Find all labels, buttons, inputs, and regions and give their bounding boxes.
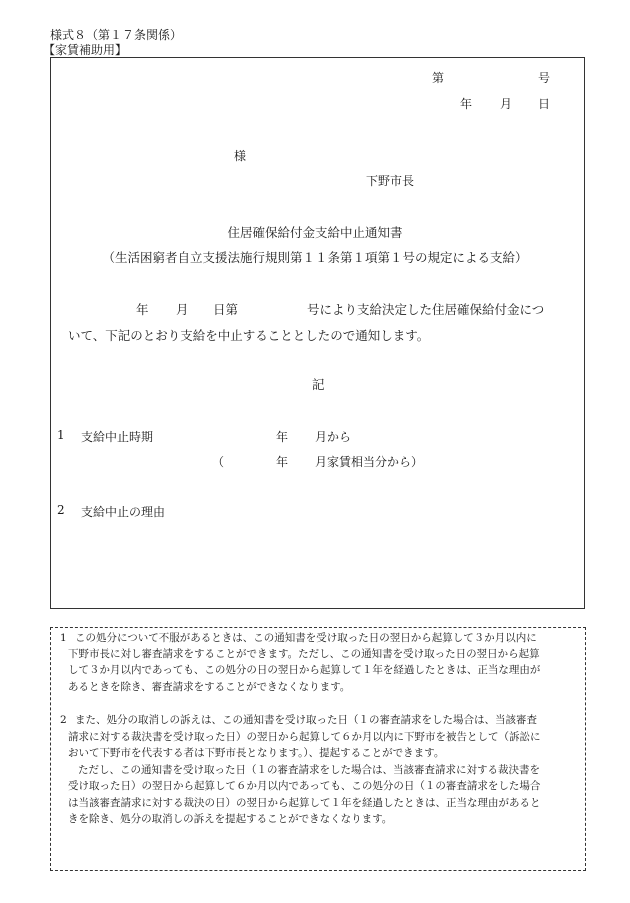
- issuer-name: 下野市長: [366, 174, 415, 188]
- body-line1-rest: 号により支給決定した住居確保給付金につ: [307, 302, 545, 317]
- note2-number: 2: [60, 714, 67, 726]
- form-category: 【家賃補助用】: [43, 43, 128, 57]
- date-day: 日: [538, 97, 551, 111]
- item1-label: 支給中止時期: [81, 430, 154, 444]
- item1-month-from: 月から: [315, 430, 352, 444]
- item1-year: 年: [276, 430, 289, 444]
- date-year: 年: [460, 97, 473, 111]
- note2-line: ただし、この通知書を受け取った日（１の審査請求をした場合は、当該審査請求に対する裁決書を: [78, 764, 540, 776]
- item1-paren-rest: 月家賃相当分から）: [315, 455, 424, 469]
- note2-line: きを除き、処分の取消しの訴えを提起することができなくなります。: [68, 813, 393, 825]
- item1-number: 1: [57, 428, 65, 442]
- item2-number: 2: [57, 503, 65, 517]
- date-month: 月: [500, 97, 513, 111]
- note2-line: おいて下野市を代表する者は下野市長となります。）、提起することができます。: [68, 747, 445, 759]
- doc-number-prefix: 第: [432, 71, 445, 85]
- note2-line: 受け取った日）の翌日から起算して６か月以内であっても、この処分の日（１の審査請求をした場合: [68, 780, 541, 792]
- note2-line: 請求に対する裁決書を受け取った日）の翌日から起算して６か月以内に下野市を被告として（訴訟に: [68, 731, 541, 743]
- note2-line: また、処分の取消しの訴えは、この通知書を受け取った日（１の審査請求をした場合は、当該審査: [75, 714, 537, 726]
- body-day-no: 日第: [213, 302, 239, 317]
- item1-paren-year: 年: [276, 455, 289, 469]
- note1-number: 1: [60, 632, 67, 644]
- note1-line: この処分について不服があるときは、この通知書を受け取った日の翌日から起算して３か月以内に: [75, 632, 537, 644]
- document-title: 住居確保給付金支給中止通知書: [227, 225, 403, 240]
- ki-heading: 記: [312, 377, 325, 392]
- note1-line: 下野市長に対し審査請求をすることができます。ただし、この通知書を受け取った日の翌日から起算: [68, 648, 540, 660]
- item2-label: 支給中止の理由: [81, 505, 166, 519]
- document-subtitle: （生活困窮者自立支援法施行規則第１１条第１項第１号の規定による支給）: [102, 250, 528, 265]
- body-year: 年: [136, 302, 149, 317]
- body-month: 月: [176, 302, 189, 317]
- item1-paren-open: （: [212, 455, 225, 469]
- recipient-suffix: 様: [234, 149, 247, 163]
- body-line2: いて、下記のとおり支給を中止することとしたので通知します。: [68, 328, 430, 343]
- note2-line: は当該審査請求に対する裁決の日）の翌日から起算して１年を経過したときは、正当な理由があると: [68, 797, 541, 809]
- form-number: 様式８（第１７条関係）: [50, 28, 183, 42]
- doc-number-suffix: 号: [538, 71, 551, 85]
- note1-line: して３か月以内であっても、この処分の日の翌日から起算して１年を経過したときは、正当な理由が: [68, 664, 541, 676]
- note1-line: あるときを除き、審査請求をすることができなくなります。: [68, 681, 351, 693]
